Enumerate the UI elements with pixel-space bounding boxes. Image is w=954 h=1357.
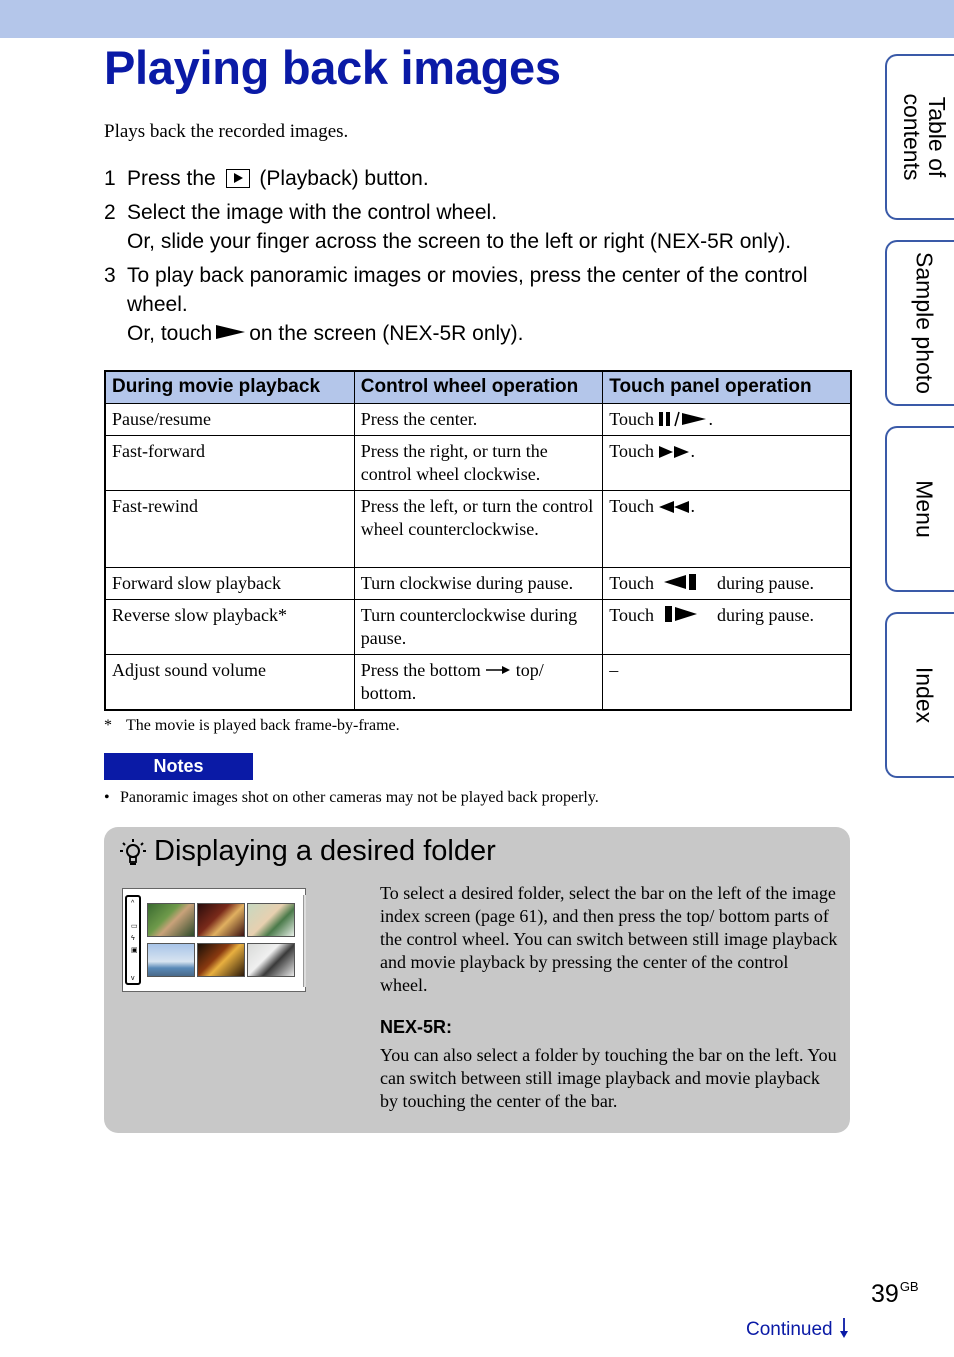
play-triangle-icon bbox=[216, 325, 245, 339]
step-text: Or, slide your finger across the screen to the left or right (NEX-5R only). bbox=[127, 230, 792, 253]
page-number-value: 39 bbox=[871, 1280, 899, 1308]
fast-forward-icon bbox=[658, 445, 690, 459]
step-number: 3 bbox=[104, 264, 116, 287]
table-cell: Forward slow playback bbox=[105, 567, 354, 599]
table-cell: Turn clockwise during pause. bbox=[354, 567, 602, 599]
lightbulb-icon bbox=[118, 837, 148, 869]
thumbnail-image bbox=[197, 943, 245, 977]
table-cell: Reverse slow playback* bbox=[105, 599, 354, 654]
tip-title: Displaying a desired folder bbox=[154, 835, 496, 867]
step-text: Select the image with the control wheel. bbox=[127, 201, 498, 224]
step-number: 1 bbox=[104, 167, 116, 190]
thumbnail-image bbox=[247, 903, 295, 937]
table-cell bbox=[603, 599, 851, 654]
fast-rewind-icon bbox=[658, 500, 690, 514]
tab-menu[interactable] bbox=[885, 426, 954, 592]
table-cell: Press the center. bbox=[354, 403, 602, 435]
step-text-line bbox=[127, 319, 854, 348]
footnote-mark: * bbox=[104, 717, 112, 734]
table-row bbox=[105, 654, 851, 710]
page-number-suffix: GB bbox=[899, 1279, 919, 1294]
cell-text: Touch bbox=[609, 572, 654, 593]
cell-text: Touch bbox=[609, 440, 654, 461]
step-text: To play back panoramic images or movies, press the center of the control wheel. bbox=[127, 264, 808, 316]
step-1 bbox=[104, 164, 854, 193]
table-row bbox=[105, 567, 851, 599]
table-cell: Fast-rewind bbox=[105, 490, 354, 567]
table-cell bbox=[603, 490, 851, 567]
cell-text: Touch bbox=[609, 408, 654, 429]
table-cell bbox=[354, 654, 602, 710]
folder-bar bbox=[125, 895, 141, 985]
thumbnail-image bbox=[247, 943, 295, 977]
table-cell: Press the left, or turn the control wheel counterclockwise. bbox=[354, 490, 602, 567]
table-header-row bbox=[105, 371, 851, 403]
column-header: During movie playback bbox=[105, 371, 354, 403]
movie-operation-table bbox=[104, 370, 852, 711]
playback-button-icon bbox=[226, 169, 250, 188]
table-cell bbox=[603, 567, 851, 599]
chevron-down-icon: v bbox=[131, 975, 135, 982]
table-row bbox=[105, 599, 851, 654]
movie-icon: ▣ bbox=[131, 947, 138, 954]
footnote bbox=[104, 717, 400, 735]
footnote-text: The movie is played back frame-by-frame. bbox=[126, 717, 400, 734]
tab-label: Sample photo bbox=[911, 252, 937, 394]
tab-label: Table of contents bbox=[898, 93, 950, 181]
arrow-right-icon bbox=[485, 665, 511, 675]
table-cell: Pause/resume bbox=[105, 403, 354, 435]
column-header: Control wheel operation bbox=[354, 371, 602, 403]
table-cell: Fast-forward bbox=[105, 435, 354, 490]
cell-text: Touch bbox=[609, 495, 654, 516]
intro-text: Plays back the recorded images. bbox=[104, 121, 349, 142]
tab-index[interactable] bbox=[885, 612, 954, 778]
cell-text: during pause. bbox=[716, 572, 814, 593]
tab-sample-photo[interactable] bbox=[885, 240, 954, 406]
flash-icon: ϟ bbox=[131, 935, 135, 942]
scrollbar bbox=[303, 895, 306, 987]
continued-label: Continued bbox=[746, 1319, 833, 1340]
tab-label: Index bbox=[911, 666, 937, 724]
tip-text: To select a desired folder, select the bar on the left of the image index screen (page 61), and then press the top/ bottom parts of the control wheel. You can switch between still image playback and movie playback by pressing the center of the control wheel. bbox=[380, 883, 838, 995]
continued-link[interactable] bbox=[746, 1317, 849, 1341]
cell-text: Press the bottom bbox=[360, 659, 481, 680]
cell-text: . bbox=[708, 408, 713, 429]
cell-text: during pause. bbox=[716, 604, 814, 625]
step-number: 2 bbox=[104, 201, 116, 224]
notes-item bbox=[104, 789, 599, 807]
table-row bbox=[105, 403, 851, 435]
slow-reverse-icon bbox=[662, 605, 708, 623]
step-text: Press the bbox=[127, 167, 216, 190]
tip-subheading: NEX-5R: bbox=[380, 1017, 453, 1037]
arrow-down-icon bbox=[839, 1317, 849, 1339]
table-cell: Adjust sound volume bbox=[105, 654, 354, 710]
notes-label: Notes bbox=[104, 753, 253, 780]
cell-text: top/ bottom. bbox=[360, 659, 544, 703]
page-number bbox=[871, 1279, 919, 1309]
step-text: on the screen (NEX-5R only). bbox=[249, 322, 524, 345]
thumbnail-image bbox=[147, 903, 195, 937]
index-screen-illustration bbox=[122, 888, 306, 992]
cell-text: . bbox=[690, 495, 695, 516]
tip-text-nex5r: You can also select a folder by touching the bar on the left. You can switch between still image playback and movie playback by touching the center of the bar. bbox=[380, 1045, 837, 1111]
step-list bbox=[104, 164, 854, 353]
table-cell bbox=[603, 403, 851, 435]
table-row bbox=[105, 490, 851, 567]
step-text: Or, touch bbox=[127, 322, 213, 345]
tab-label: Menu bbox=[911, 480, 937, 538]
notes-item-text: Panoramic images shot on other cameras may not be played back properly. bbox=[120, 789, 599, 806]
tip-box bbox=[104, 827, 850, 1133]
step-text: (Playback) button. bbox=[259, 167, 429, 190]
step-3 bbox=[104, 261, 854, 348]
table-cell: – bbox=[603, 654, 851, 710]
page-title: Playing back images bbox=[104, 41, 561, 94]
folder-icon: ▭ bbox=[131, 923, 138, 930]
column-header: Touch panel operation bbox=[603, 371, 851, 403]
slow-forward-icon bbox=[662, 573, 708, 591]
pause-play-icon bbox=[658, 411, 708, 427]
bullet-icon: • bbox=[104, 789, 110, 806]
table-cell bbox=[603, 435, 851, 490]
table-cell: Press the right, or turn the control wheel clockwise. bbox=[354, 435, 602, 490]
top-band bbox=[0, 0, 954, 38]
cell-text: . bbox=[690, 440, 695, 461]
thumbnail-image bbox=[197, 903, 245, 937]
table-cell: Turn counterclockwise during pause. bbox=[354, 599, 602, 654]
thumbnail-image bbox=[147, 943, 195, 977]
cell-text: Touch bbox=[609, 604, 654, 625]
table-row bbox=[105, 435, 851, 490]
chevron-up-icon: ^ bbox=[131, 900, 135, 907]
step-2 bbox=[104, 198, 854, 256]
tab-table-of-contents[interactable] bbox=[885, 54, 954, 220]
